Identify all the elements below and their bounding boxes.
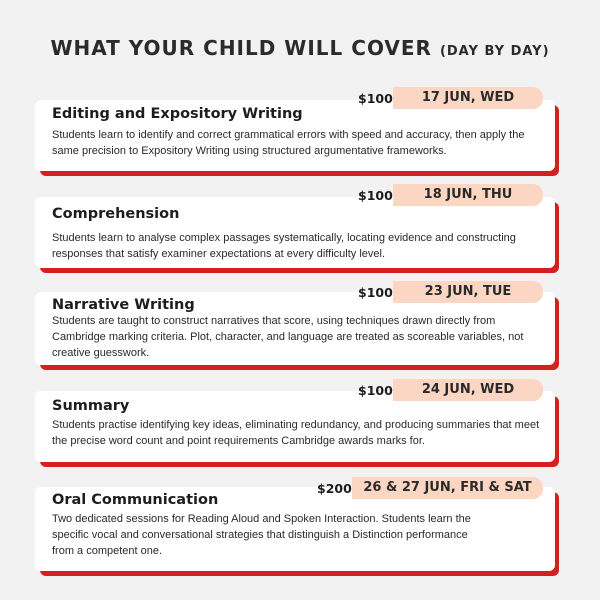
session-price-2: $100 [358,188,393,203]
card-body [35,197,555,268]
card-body [35,100,555,171]
session-price-4: $100 [358,383,393,398]
session-title: Editing and Expository Writing [52,106,303,122]
session-description: Two dedicated sessions for Reading Aloud and Spoken Interaction. Students learn the specific vocal and conversational strategies that distinguish a Distinction performance from a competent one. [52,513,471,557]
session-price-1: $100 [358,91,393,106]
session-card-1 [35,100,555,171]
session-card-5 [35,487,555,571]
card-body [35,487,555,571]
session-description: Students learn to identify and correct grammatical errors with speed and accuracy, then apply the same precision to Expository Writing using structured argumentative frameworks. [52,129,525,157]
session-date-2: 18 JUN, THU [393,184,543,206]
session-title: Comprehension [52,206,180,222]
session-date-1: 17 JUN, WED [393,87,543,109]
session-date-5: 26 & 27 JUN, FRI & SAT [352,477,543,499]
card-body [35,391,555,462]
session-card-4 [35,391,555,462]
session-title: Oral Communication [52,492,219,508]
session-date-4: 24 JUN, WED [393,379,543,401]
page-subtitle: (DAY BY DAY) [439,44,550,59]
page-heading [0,36,600,60]
session-date-3: 23 JUN, TUE [393,281,543,303]
session-description: Students are taught to construct narratives that score, using techniques drawn directly from Cambridge marking criteria. Plot, character, and language are treated as scoreable variables, not creative guesswork. [52,315,524,359]
session-description: Students practise identifying key ideas, eliminating redundancy, and producing summaries that meet the precise word count and point requirements Cambridge awards marks for. [52,419,540,447]
session-description: Students learn to analyse complex passages systematically, locating evidence and constructing responses that satisfy examiner expectations at every difficulty level. [52,232,516,260]
session-title: Narrative Writing [52,297,195,313]
page-title: WHAT YOUR CHILD WILL COVER [50,36,432,60]
session-price-3: $100 [358,285,393,300]
session-price-5: $200 [317,481,352,496]
session-card-2 [35,197,555,268]
session-title: Summary [52,398,130,414]
